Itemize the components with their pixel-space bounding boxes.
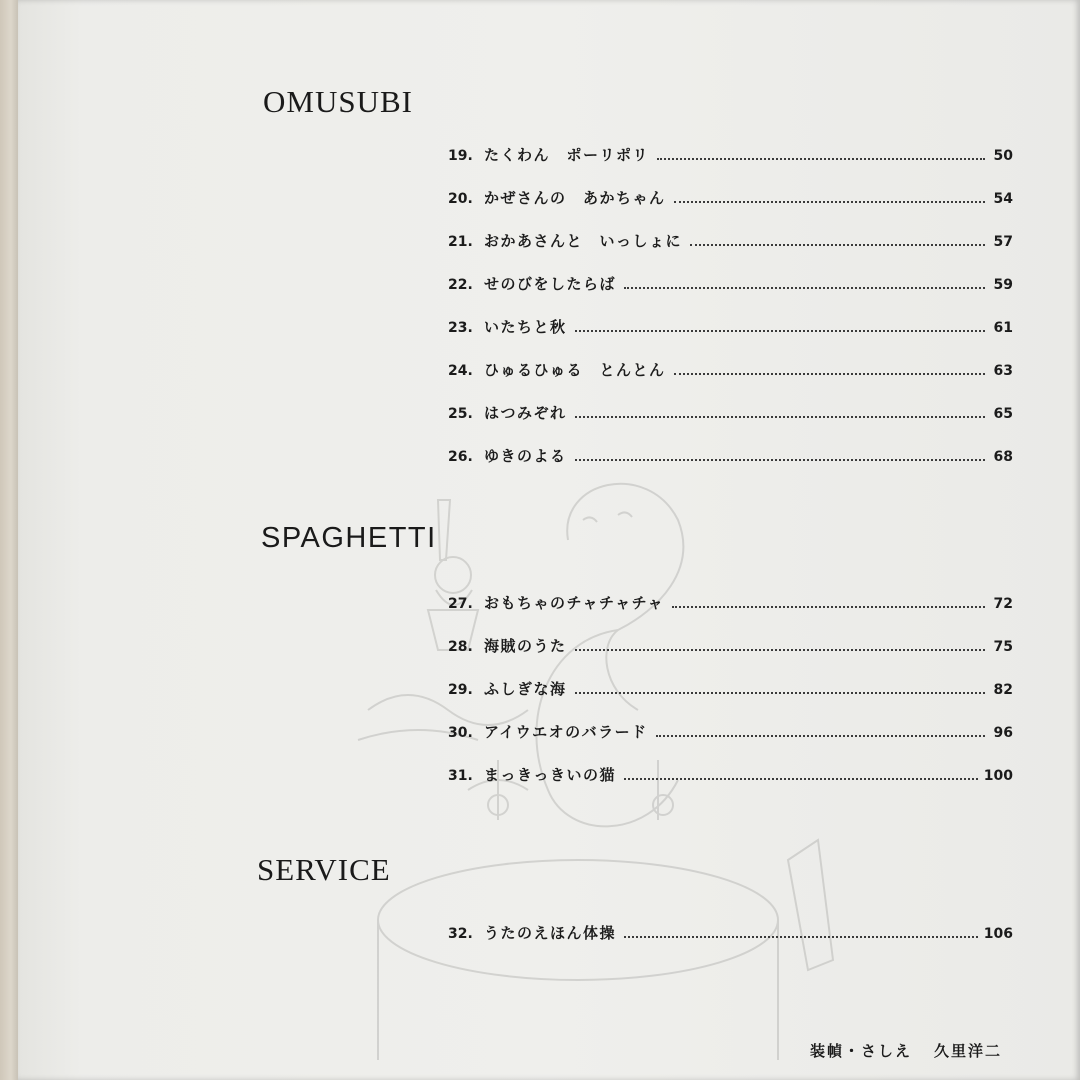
dot-leader xyxy=(690,243,985,246)
entry-number: 19. xyxy=(448,148,473,164)
entry-title: かぜさんの あかちゃん xyxy=(484,189,666,207)
entry-title: うたのえほん体操 xyxy=(484,924,617,942)
toc-list-spaghetti xyxy=(448,592,1013,807)
toc-entry[interactable] xyxy=(448,922,1013,965)
entry-page-number: 106 xyxy=(983,926,1013,942)
entry-page-number: 65 xyxy=(993,406,1013,422)
dot-leader xyxy=(575,458,985,461)
entry-title: せのびをしたらば xyxy=(484,275,617,293)
entry-page-number: 61 xyxy=(993,320,1013,336)
dot-leader xyxy=(672,605,985,608)
entry-title: おもちゃのチャチャチャ xyxy=(484,594,665,612)
dot-leader xyxy=(674,200,985,203)
toc-entry[interactable] xyxy=(448,273,1013,316)
entry-number: 22. xyxy=(448,277,473,293)
entry-page-number: 59 xyxy=(993,277,1013,293)
entry-title: ゆきのよる xyxy=(484,447,567,465)
entry-page-number: 72 xyxy=(993,596,1013,612)
dot-leader xyxy=(656,734,985,737)
illustrator-credit xyxy=(810,1040,1002,1061)
toc-list-service xyxy=(448,922,1013,965)
dot-leader xyxy=(624,935,978,938)
entry-title: いたちと秋 xyxy=(484,318,567,336)
entry-page-number: 57 xyxy=(993,234,1013,250)
dot-leader xyxy=(575,648,985,651)
entry-number: 26. xyxy=(448,449,473,465)
toc-entry[interactable] xyxy=(448,592,1013,635)
dot-leader xyxy=(624,777,978,780)
section-heading-omusubi: OMUSUBI xyxy=(263,84,413,119)
dot-leader xyxy=(624,286,985,289)
entry-title: たくわん ポーリポリ xyxy=(484,146,650,164)
section-heading-spaghetti: SPAGHETTI xyxy=(261,522,437,554)
entry-page-number: 68 xyxy=(993,449,1013,465)
dot-leader xyxy=(575,329,985,332)
section-heading-service: SERVICE xyxy=(257,852,391,887)
entry-page-number: 63 xyxy=(993,363,1013,379)
toc-entry[interactable] xyxy=(448,144,1013,187)
entry-number: 30. xyxy=(448,725,473,741)
toc-entry[interactable] xyxy=(448,402,1013,445)
credit-role: 装幀・さしえ xyxy=(809,1042,912,1060)
entry-number: 23. xyxy=(448,320,473,336)
document-page xyxy=(18,0,1080,1080)
entry-number: 20. xyxy=(448,191,473,207)
dot-leader xyxy=(575,691,985,694)
entry-page-number: 96 xyxy=(993,725,1013,741)
toc-entry[interactable] xyxy=(448,445,1013,488)
entry-page-number: 82 xyxy=(993,682,1013,698)
toc-entry[interactable] xyxy=(448,635,1013,678)
entry-number: 31. xyxy=(448,768,473,784)
toc-entry[interactable] xyxy=(448,187,1013,230)
entry-title: おかあさんと いっしょに xyxy=(484,232,683,250)
dot-leader xyxy=(674,372,985,375)
toc-list-omusubi xyxy=(448,144,1013,488)
entry-title: まっきっきいの猫 xyxy=(484,766,617,784)
toc-entry[interactable] xyxy=(448,764,1013,807)
entry-number: 25. xyxy=(448,406,473,422)
entry-number: 27. xyxy=(448,596,473,612)
entry-title: アイウエオのバラード xyxy=(484,723,648,741)
entry-number: 24. xyxy=(448,363,473,379)
toc-entry[interactable] xyxy=(448,359,1013,402)
entry-page-number: 54 xyxy=(993,191,1013,207)
entry-number: 32. xyxy=(448,926,473,942)
toc-entry[interactable] xyxy=(448,316,1013,359)
entry-title: ひゅるひゅる とんとん xyxy=(484,361,666,379)
entry-number: 29. xyxy=(448,682,473,698)
toc-entry[interactable] xyxy=(448,230,1013,273)
dot-leader xyxy=(657,157,985,160)
page-binding-edge xyxy=(0,0,18,1080)
entry-page-number: 50 xyxy=(993,148,1013,164)
entry-page-number: 75 xyxy=(993,639,1013,655)
dot-leader xyxy=(575,415,985,418)
entry-page-number: 100 xyxy=(983,768,1013,784)
toc-entry[interactable] xyxy=(448,721,1013,764)
entry-title: ふしぎな海 xyxy=(484,680,567,698)
entry-title: 海賊のうた xyxy=(484,637,567,655)
credit-name: 久里洋二 xyxy=(933,1042,1002,1060)
entry-number: 21. xyxy=(448,234,473,250)
toc-entry[interactable] xyxy=(448,678,1013,721)
entry-title: はつみぞれ xyxy=(484,404,567,422)
entry-number: 28. xyxy=(448,639,473,655)
